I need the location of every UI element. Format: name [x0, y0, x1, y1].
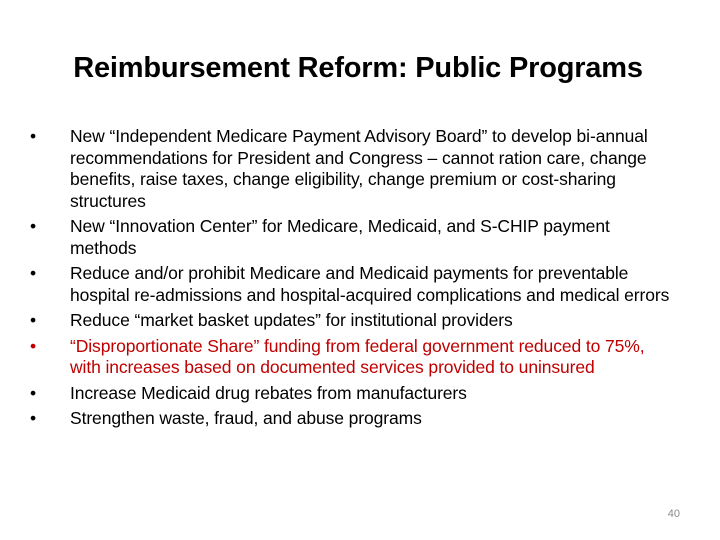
bullet-item-waste-fraud-abuse — [30, 408, 670, 430]
bullet-text: New “Innovation Center” for Medicare, Medicaid, and S-CHIP payment methods — [70, 216, 610, 258]
bullet-item-market-basket — [30, 310, 670, 332]
bullet-icon: • — [30, 126, 37, 146]
bullet-text: “Disproportionate Share” funding from federal government reduced to 75%, with increases based on documented services provided to uninsured — [70, 335, 645, 377]
bullet-item-medicare-advisory-board — [30, 126, 670, 212]
page-number: 40 — [667, 508, 680, 520]
bullet-icon: • — [30, 382, 37, 403]
bullet-item-readmissions — [30, 263, 670, 306]
bullet-text: Increase Medicaid drug rebates from manufacturers — [70, 382, 467, 403]
bullet-text: Reduce “market basket updates” for institutional providers — [70, 310, 513, 330]
bullet-icon: • — [30, 310, 37, 330]
bullet-item-drug-rebates — [30, 383, 670, 405]
bullet-list — [30, 126, 670, 434]
bullet-text: Strengthen waste, fraud, and abuse programs — [70, 408, 422, 428]
bullet-icon: • — [30, 408, 37, 428]
bullet-text: New “Independent Medicare Payment Advisory Board” to develop bi-annual recommendations for President and Congress – cannot ration care, change benefits, raise taxes, change eligibility, change premium or cost-sharing structures — [70, 126, 648, 211]
bullet-item-disproportionate-share — [30, 336, 670, 379]
bullet-icon: • — [30, 263, 37, 283]
bullet-icon: • — [30, 216, 37, 236]
slide-title: Reimbursement Reform: Public Programs — [73, 52, 643, 84]
bullet-icon: • — [30, 335, 37, 356]
bullet-item-innovation-center — [30, 216, 670, 259]
bullet-text: Reduce and/or prohibit Medicare and Medicaid payments for preventable hospital re-admissions and hospital-acquired complications and medical errors — [70, 263, 670, 305]
